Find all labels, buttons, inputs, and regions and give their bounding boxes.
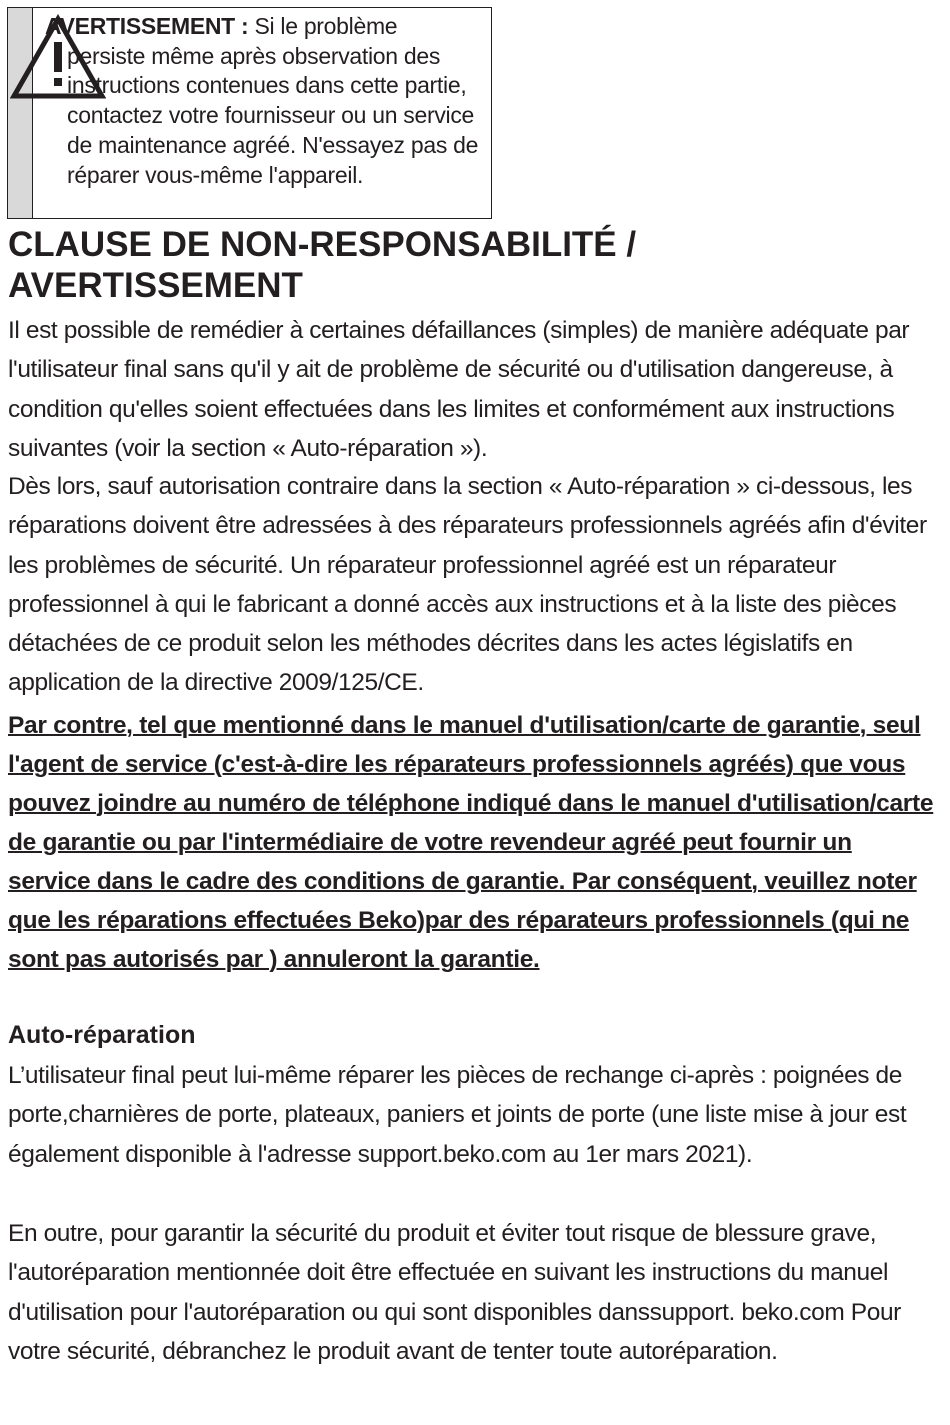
section-heading: CLAUSE DE NON-RESPONSABILITÉ / AVERTISSEMENT [8,225,637,305]
paragraph-intro: Il est possible de remédier à certaines défaillances (simples) de manière adéquate par l'utilisateur final sans qu'il y ait de problème de sécurité ou d'utilisation dangereuse, à condition qu'elles soient effectuées dans les limites et conformément aux instructions suivantes (voir la section « Auto-réparation »). [8,317,910,462]
paragraph-warranty-notice: Par contre, tel que mentionné dans le manuel d'utilisation/carte de garantie, seul l'agent de service (c'est-à-dire les réparateurs professionnels agréés) que vous pouvez joindre au numéro de téléphone indiqué dans le manuel d'utilisation/carte de garantie ou par l'intermédiaire de votre revendeur agréé peut fournir un service dans le cadre des conditions de garantie. Par conséquent, veuillez noter que les réparations effectuées Beko)par des réparateurs professionnels (qui ne sont pas autorisés par ) annuleront la garantie. [8,712,934,973]
warning-label: AVERTISSEMENT : [45,13,249,39]
paragraph-spare-parts: L’utilisateur final peut lui-même réparer les pièces de rechange ci-après : poignées de porte,charnières de porte, plateaux, paniers et joints de porte (une liste mise à jour est également disponible à l'adresse support.beko.com au 1er mars 2021). [8,1062,907,1168]
warning-message: persiste même après observation des instructions contenues dans cette partie, contactez votre fournisseur ou un service de maintenance agréé. N'essayez pas de réparer vous-même l'appareil. [67,42,479,188]
warning-icon-cell [8,8,33,218]
paragraph-repairers: Dès lors, sauf autorisation contraire dans la section « Auto-réparation » ci-dessous, les réparations doivent être adressées à des réparateurs professionnels agréés afin d'éviter les problèmes de sécurité. Un réparateur professionnel agréé est un réparateur professionnel à qui le fabricant a donné accès aux instructions et à la liste des pièces détachées de ce produit selon les méthodes décrites dans les actes législatifs en application de la directive 2009/125/CE. [8,473,927,697]
warning-triangle-icon [10,14,106,100]
subheading-self-repair: Auto-réparation [8,1021,196,1049]
paragraph-safety: En outre, pour garantir la sécurité du produit et éviter tout risque de blessure grave, l'autoréparation mentionnée doit être effectuée en suivant les instructions du manuel d'utilisation pour l'autoréparation ou qui sont disponibles danssupport. beko.com Pour votre sécurité, débranchez le produit avant de tenter toute autoréparation. [8,1220,901,1365]
warning-first-line: Si le problème [254,13,398,39]
warning-box [7,7,492,219]
